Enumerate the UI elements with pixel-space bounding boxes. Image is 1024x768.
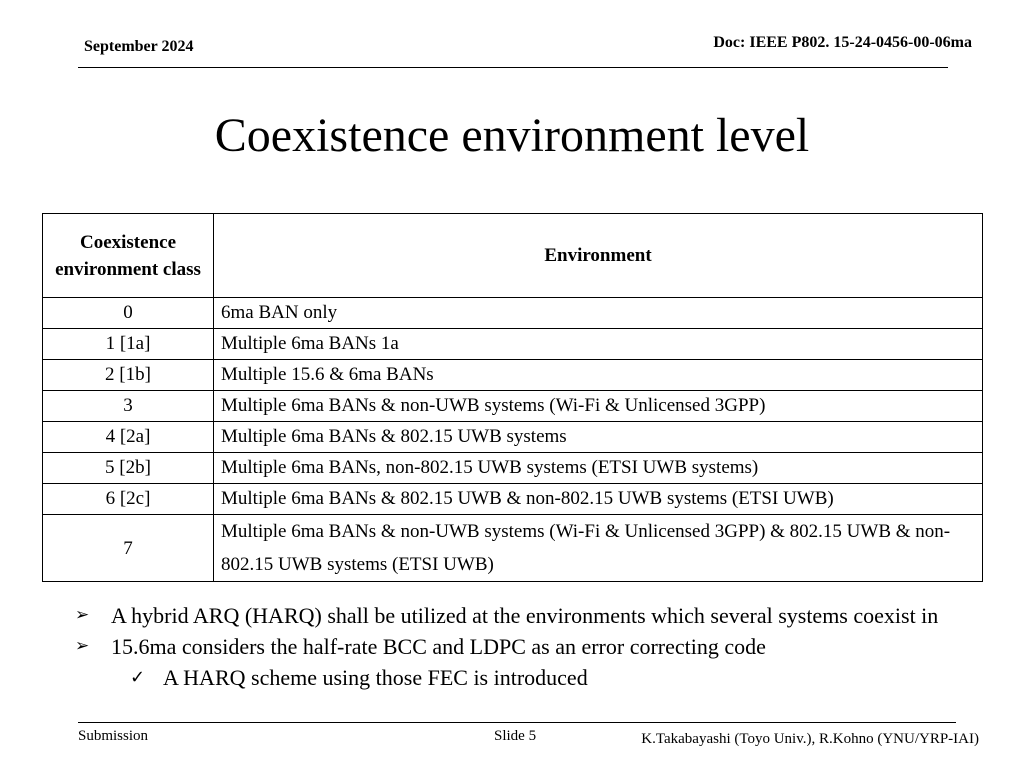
cell-class: 7 [43,515,214,582]
table-row [43,453,983,484]
coexistence-table [42,213,983,582]
table-header-row [43,214,983,298]
header-date: September 2024 [84,38,194,55]
table-row [43,515,983,582]
cell-class: 0 [43,298,214,329]
table-row [43,484,983,515]
arrow-bullet-icon: ➢ [75,636,90,656]
cell-environment: Multiple 15.6 & 6ma BANs [214,360,983,391]
table-row [43,391,983,422]
slide-title: Coexistence environment level [214,109,810,162]
header-class: Coexistence environment class [43,214,214,298]
table-row [43,329,983,360]
header-doc-id: Doc: IEEE P802. 15-24-0456-00-06ma [713,34,972,51]
cell-environment: Multiple 6ma BANs & 802.15 UWB systems [214,422,983,453]
checkmark-icon: ✓ [130,667,146,688]
header-divider [78,67,948,68]
footer-divider [78,722,956,723]
table-row [43,360,983,391]
sub-bullet-item [72,662,992,693]
cell-environment: Multiple 6ma BANs & non-UWB systems (Wi-Fi & Unlicensed 3GPP) & 802.15 UWB & non-802.15 UWB systems (ETSI UWB) [214,515,983,582]
footer-slide-number: Slide 5 [494,728,537,744]
bullet-text: A hybrid ARQ (HARQ) shall be utilized at the environments which several systems coexist in [111,603,939,628]
cell-class: 5 [2b] [43,453,214,484]
header-environment: Environment [214,214,983,298]
cell-environment: 6ma BAN only [214,298,983,329]
footer-authors: K.Takabayashi (Toyo Univ.), R.Kohno (YNU/YRP-IAI) [641,731,979,747]
bullet-text: A HARQ scheme using those FEC is introduced [163,665,588,690]
table-row [43,422,983,453]
bullet-text: 15.6ma considers the half-rate BCC and LDPC as an error correcting code [111,634,766,659]
cell-environment: Multiple 6ma BANs, non-802.15 UWB systems (ETSI UWB systems) [214,453,983,484]
table-row [43,298,983,329]
cell-class: 1 [1a] [43,329,214,360]
cell-environment: Multiple 6ma BANs & non-UWB systems (Wi-Fi & Unlicensed 3GPP) [214,391,983,422]
bullet-item [72,600,992,631]
cell-class: 3 [43,391,214,422]
bullet-item [72,631,992,662]
arrow-bullet-icon: ➢ [75,605,90,625]
cell-environment: Multiple 6ma BANs & 802.15 UWB & non-802.15 UWB systems (ETSI UWB) [214,484,983,515]
bullet-list [72,600,992,693]
cell-class: 2 [1b] [43,360,214,391]
footer-submission: Submission [78,728,149,744]
cell-class: 4 [2a] [43,422,214,453]
cell-class: 6 [2c] [43,484,214,515]
cell-environment: Multiple 6ma BANs 1a [214,329,983,360]
